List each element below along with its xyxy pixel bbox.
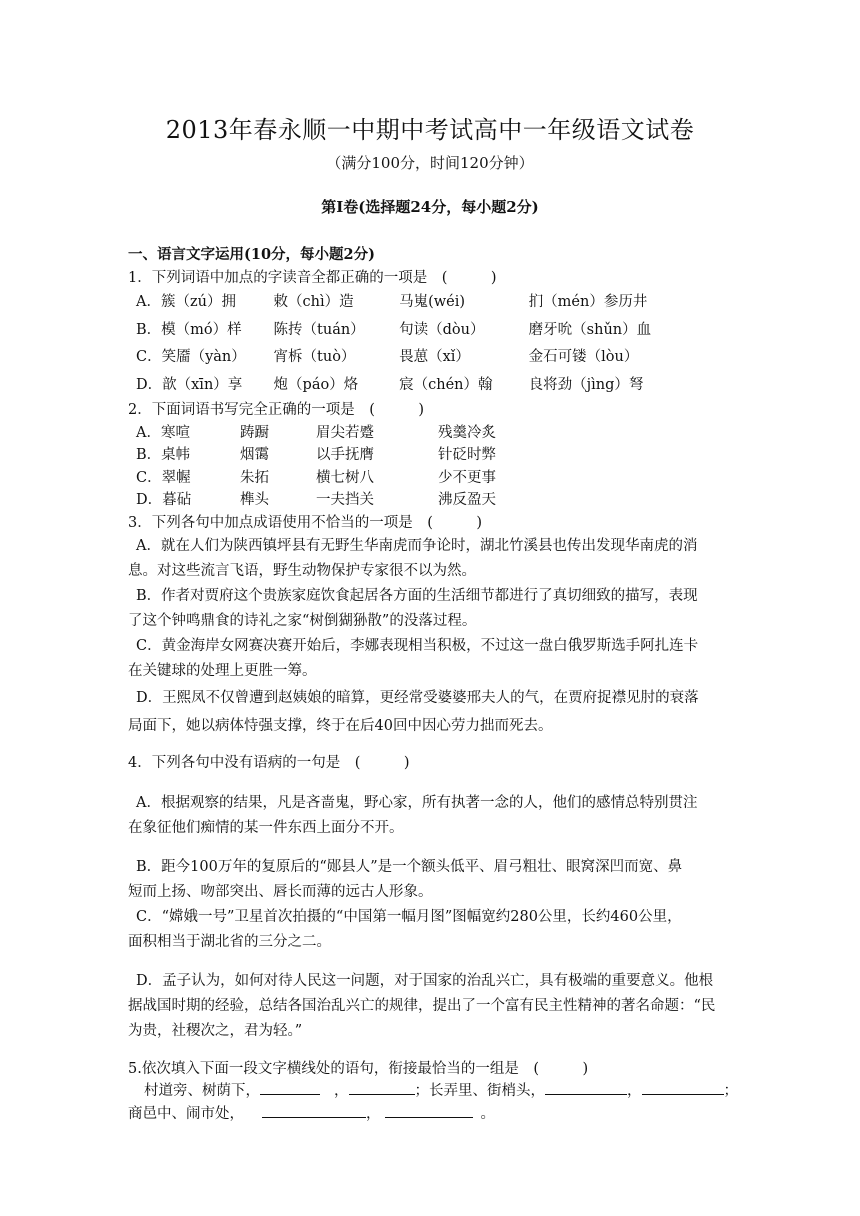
q1-d-3: 宸（chén）翰: [399, 376, 493, 393]
exam-content: [128, 244, 738, 1125]
q1-option-row-b: [128, 317, 728, 345]
question-5-stem: 5.依次填入下面一段文字横线处的语句，衔接最恰当的一组是 ( ): [128, 1060, 589, 1077]
q1-c-1: C．笑靥（yàn）: [136, 349, 246, 365]
q5-blank-6[interactable]: [385, 1103, 473, 1118]
q2-d-3: 一夫挡关: [316, 492, 374, 508]
q5-text-5: ；: [723, 1083, 738, 1099]
q5-passage-line-1: [128, 1080, 738, 1103]
question-1-stem: 1．下列词语中加点的字读音全都正确的一项是 ( ): [128, 269, 497, 286]
q4-d-line-3: 为贵，社稷次之，君为轻。”: [128, 1022, 303, 1039]
q1-c-3: 畏葸（xǐ）: [399, 349, 470, 365]
q2-option-row-d: [128, 489, 728, 512]
q1-a-3: 马嵬(wéi): [399, 294, 466, 310]
section-heading: 一、语言文字运用(10分，每小题2分): [128, 246, 375, 263]
q2-b-1: B．桌帏: [136, 447, 191, 463]
q5-passage-line-2: [128, 1103, 728, 1126]
q1-d-4: 良将劲（jìng）弩: [528, 376, 644, 393]
q1-b-2: 陈抟（tuán）: [273, 321, 365, 338]
q2-option-row-c: [128, 467, 728, 490]
page-title: 2013年春永顺一中期中考试高中一年级语文试卷: [165, 116, 695, 144]
q5-text-4: ，: [627, 1083, 642, 1099]
q5-text-8: 。: [480, 1105, 495, 1122]
q3-option-a: [128, 534, 728, 584]
q3-b-line-1: B．作者对贾府这个贵族家庭饮食起居各方面的生活细节都进行了真切细致的描写，表现: [136, 588, 698, 604]
q1-option-row-a: [128, 289, 728, 317]
q1-option-row-c: [128, 344, 728, 372]
q4-option-b: [128, 855, 728, 905]
q1-c-4: 金石可镂（lòu）: [528, 349, 639, 365]
q1-c-2: 宵柝（tuò）: [273, 349, 356, 365]
q3-c-line-1: C．黄金海岸女网赛决赛开始后，李娜表现相当积极，不过这一盘白俄罗斯选手阿扎连卡: [136, 638, 699, 654]
q1-b-4: 磨牙吮（shǔn）血: [528, 321, 652, 338]
q3-option-d: [128, 684, 728, 740]
q1-d-2: 炮（páo）烙: [273, 376, 359, 393]
q5-text-6: 商邑中、闹市处，: [128, 1105, 244, 1122]
q3-a-line-1: A．就在人们为陕西镇坪县有无野生华南虎而争论时，湖北竹溪县也传出发现华南虎的消: [136, 538, 698, 554]
page-subtitle: （满分100分，时间120分钟）: [326, 154, 534, 172]
q2-b-3: 以手抚膺: [316, 447, 374, 463]
q1-d-1: D．歆（xīn）享: [136, 376, 243, 393]
q5-text-2: ，: [334, 1083, 349, 1099]
q4-d-line-2: 据战国时期的经验，总结各国治乱兴亡的规律，提出了一个富有民主性精神的著名命题：“民: [128, 997, 716, 1014]
q3-option-b: [128, 584, 728, 634]
q1-a-1: A．簇（zú）拥: [136, 294, 236, 310]
q2-d-2: 榫头: [240, 492, 269, 508]
question-1-options: [128, 289, 728, 399]
q1-b-3: 句读（dòu）: [399, 321, 485, 338]
q4-c-line-2: 面积相当于湖北省的三分之二。: [128, 933, 331, 950]
q5-text-3: ；长弄里、街梢头，: [414, 1083, 545, 1099]
q3-option-c: [128, 634, 728, 684]
q2-a-1: A．寒喧: [136, 424, 190, 441]
q5-text-1: 村道旁、树荫下，: [144, 1083, 260, 1099]
question-2-stem: 2．下面词语书写完全正确的一项是 ( ): [128, 402, 425, 418]
q5-blank-2[interactable]: [349, 1080, 415, 1095]
q5-blank-5[interactable]: [262, 1103, 366, 1118]
q2-c-3: 横七树八: [316, 469, 374, 486]
q2-c-2: 朱拓: [240, 469, 269, 486]
part-heading: 第Ⅰ卷(选择题24分，每小题2分): [321, 198, 539, 216]
q2-d-1: D．暮砧: [136, 492, 192, 508]
q4-option-c: [128, 905, 728, 955]
q2-c-1: C．翠幄: [136, 469, 191, 486]
q4-b-line-2: 短而上扬、吻部突出、唇长而薄的远古人形象。: [128, 883, 433, 900]
q3-c-line-2: 在关键球的处理上更胜一筹。: [128, 663, 317, 679]
q3-d-line-1: D．王熙凤不仅曾遭到赵姨娘的暗算，更经常受婆婆邢夫人的气，在贾府捉襟见肘的衰落: [136, 690, 699, 706]
q5-blank-3[interactable]: [545, 1080, 627, 1095]
q2-a-2: 踌蹰: [240, 424, 269, 441]
question-4-stem: 4．下列各句中没有语病的一句是 ( ): [128, 755, 410, 771]
q5-blank-4[interactable]: [642, 1080, 724, 1095]
q1-option-row-d: [128, 372, 728, 400]
q4-option-a: [128, 791, 728, 841]
q4-a-line-1: A．根据观察的结果，凡是吝啬鬼，野心家，所有执著一念的人，他们的感情总特别贯注: [136, 794, 698, 811]
q4-a-line-2: 在象征他们痴情的某一件东西上面分不开。: [128, 819, 404, 836]
q2-b-4: 针砭时弊: [438, 447, 496, 463]
q2-c-4: 少不更事: [438, 469, 496, 486]
q4-option-d: [128, 969, 728, 1044]
q2-option-row-b: [128, 444, 728, 467]
q4-b-line-1: B．距今100万年的复原后的“郧县人”是一个额头低平、眉弓粗壮、眼窝深凹而宽、鼻: [136, 858, 683, 875]
question-3-stem: 3．下列各句中加点成语使用不恰当的一项是 ( ): [128, 514, 483, 531]
q4-d-line-1: D．孟子认为，如何对待人民这一问题，对于国家的治乱兴亡，具有极端的重要意义。他根: [136, 972, 714, 989]
q3-b-line-2: 了这个钟鸣鼎食的诗礼之家“树倒猢狲散”的没落过程。: [128, 613, 477, 629]
q2-b-2: 烟霭: [240, 447, 269, 463]
q1-b-1: B．模（mó）样: [136, 321, 242, 338]
q5-text-7: ，: [366, 1105, 381, 1122]
q1-a-4: 扪（mén）参历井: [528, 294, 648, 310]
q2-a-3: 眉尖若蹙: [316, 424, 374, 441]
q3-a-line-2: 息。对这些流言飞语，野生动物保护专家很不以为然。: [128, 563, 476, 579]
q2-option-row-a: [128, 422, 728, 445]
q3-d-line-2: 局面下，她以病体恃强支撑，终于在后40回中因心劳力拙而死去。: [128, 718, 553, 734]
q5-blank-1[interactable]: [260, 1080, 320, 1095]
q4-c-line-1: C．“嫦娥一号”卫星首次拍摄的“中国第一幅月图”图幅宽约280公里，长约460公里，: [136, 908, 682, 925]
q2-a-4: 残羹冷炙: [438, 424, 496, 441]
question-2-options: [128, 422, 728, 512]
q1-a-2: 敕（chì）造: [273, 294, 354, 310]
q2-d-4: 沸反盈天: [438, 492, 496, 508]
